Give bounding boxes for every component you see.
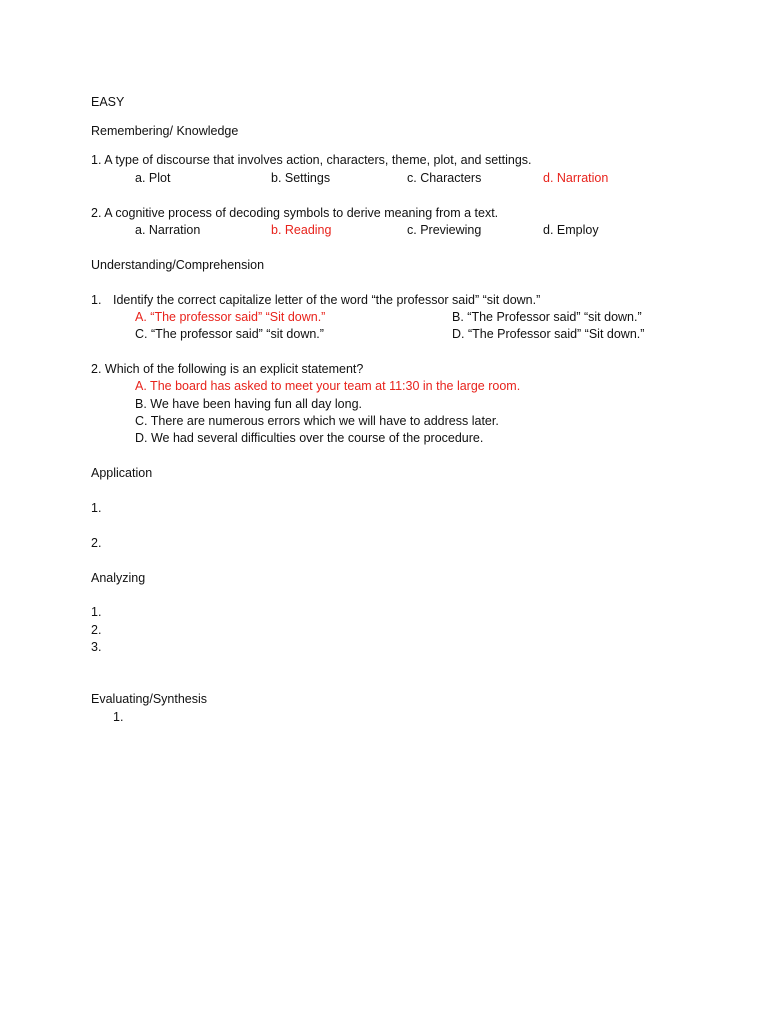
- question-number: 1.: [91, 293, 102, 307]
- list-item: 3.: [91, 640, 102, 654]
- section-title-remembering: Remembering/ Knowledge: [91, 124, 239, 138]
- option-correct-answer: A. The board has asked to meet your team at 11:30 in the large room.: [135, 379, 521, 393]
- section-title-application: Application: [91, 466, 153, 480]
- option-correct-answer: d. Narration: [543, 171, 609, 185]
- option: D. We had several difficulties over the course of the procedure.: [135, 431, 484, 445]
- option: D. “The Professor said” “Sit down.”: [452, 327, 645, 341]
- option: d. Employ: [543, 223, 599, 237]
- section-title-evaluating: Evaluating/Synthesis: [91, 692, 208, 706]
- question-text: Identify the correct capitalize letter of the word “the professor said” “sit down.”: [113, 293, 541, 307]
- list-item: 2.: [91, 536, 102, 550]
- question-text: 1. A type of discourse that involves action, characters, theme, plot, and settings.: [91, 153, 532, 167]
- option: c. Characters: [407, 171, 482, 185]
- list-item: 1.: [113, 710, 124, 724]
- option-correct-answer: A. “The professor said” “Sit down.”: [135, 310, 326, 324]
- question-text: 2. Which of the following is an explicit statement?: [91, 362, 364, 376]
- option: b. Settings: [271, 171, 331, 185]
- section-title-understanding: Understanding/Comprehension: [91, 258, 265, 272]
- option-correct-answer: b. Reading: [271, 223, 332, 237]
- option: a. Plot: [135, 171, 171, 185]
- option: c. Previewing: [407, 223, 482, 237]
- list-item: 2.: [91, 623, 102, 637]
- list-item: 1.: [91, 501, 102, 515]
- section-title-analyzing: Analyzing: [91, 571, 146, 585]
- question-text: 2. A cognitive process of decoding symbols to derive meaning from a text.: [91, 206, 499, 220]
- list-item: 1.: [91, 605, 102, 619]
- option: a. Narration: [135, 223, 201, 237]
- option: C. There are numerous errors which we will have to address later.: [135, 414, 499, 428]
- option: C. “The professor said” “sit down.”: [135, 327, 324, 341]
- option: B. “The Professor said” “sit down.”: [452, 310, 642, 324]
- option: B. We have been having fun all day long.: [135, 397, 363, 411]
- difficulty-level: EASY: [91, 95, 125, 109]
